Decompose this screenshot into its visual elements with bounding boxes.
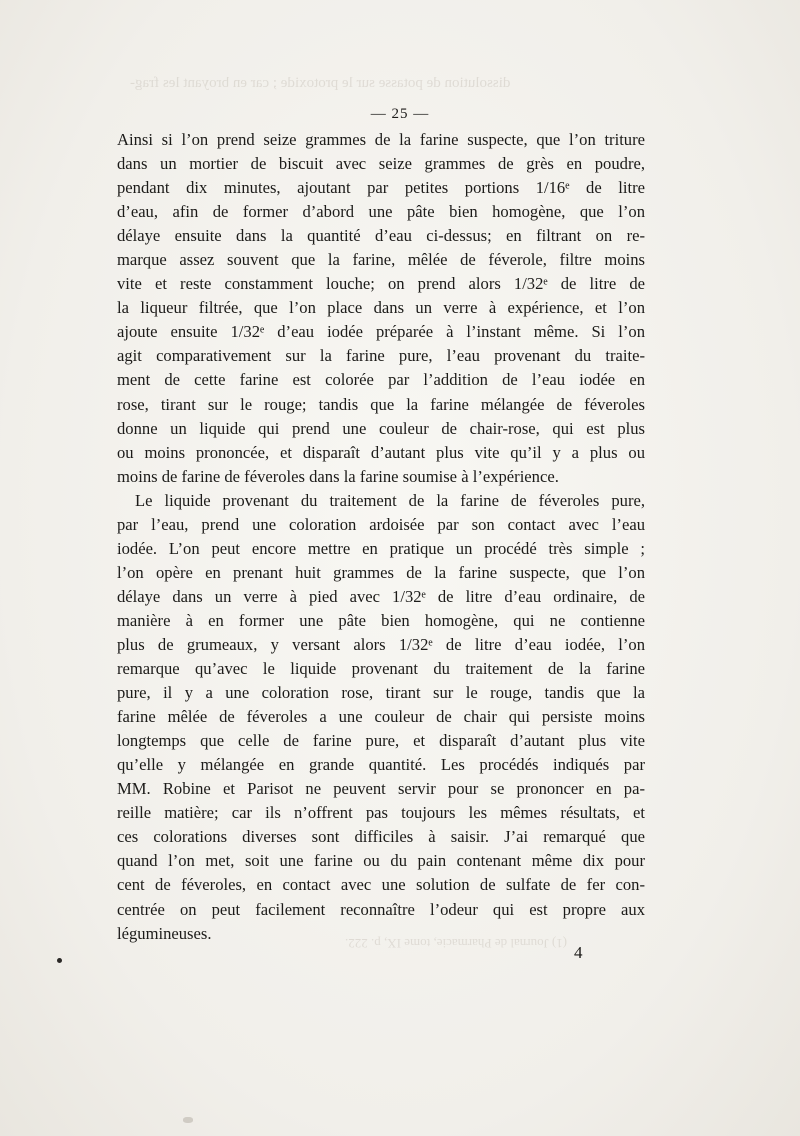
- text-line: plus de grumeaux, y versant alors 1/32ᵉ de litre d’eau iodée, l’on: [117, 634, 645, 654]
- text-line: pendant dix minutes, ajoutant par petites portions 1/16ᵉ de litre: [117, 178, 645, 198]
- text-line: ment de cette farine est colorée par l’addition de l’eau iodée en: [117, 370, 645, 390]
- text-line: délaye ensuite dans la quantité d’eau ci-dessus; en filtrant on re-: [117, 226, 645, 246]
- text-line: légumineuses.: [117, 923, 212, 943]
- text-line: quand l’on met, soit une farine ou du pain contenant même dix pour: [117, 851, 645, 871]
- text-line: farine mêlée de féveroles a une couleur de chair qui persiste moins: [117, 707, 645, 727]
- text-line: la liqueur filtrée, que l’on place dans un verre à expérience, et l’on: [117, 298, 645, 318]
- text-line: rose, tirant sur le rouge; tandis que la farine mélangée de féveroles: [117, 394, 645, 414]
- text-line: reille matière; car ils n’offrent pas toujours les mêmes résultats, et: [117, 803, 645, 823]
- text-line: ou moins prononcée, et disparaît d’autant plus vite qu’il y a plus ou: [117, 442, 645, 462]
- text-line: iodée. L’on peut encore mettre en pratique un procédé très simple ;: [117, 538, 645, 558]
- text-line: ces colorations diverses sont difficiles à saisir. J’ai remarqué que: [117, 827, 645, 847]
- text-line: centrée on peut facilement reconnaître l’odeur qui est propre aux: [117, 899, 645, 919]
- show-through-text: dissolution de potasse sur le protoxide ; car en broyant les frag-: [130, 75, 511, 91]
- ink-dot: [57, 958, 62, 963]
- text-line: agit comparativement sur la farine pure, l’eau provenant du traite-: [117, 346, 645, 366]
- text-line: vite et reste constamment louche; on prend alors 1/32ᵉ de litre de: [117, 274, 645, 294]
- text-line: Le liquide provenant du traitement de la farine de féveroles pure,: [135, 490, 645, 510]
- text-line: d’eau, afin de former d’abord une pâte bien homogène, que l’on: [117, 202, 645, 222]
- show-through-footnote: (1) Journal de Pharmacie, tome IX, p. 222.: [345, 936, 568, 951]
- page-number: — 25 —: [370, 106, 430, 122]
- text-line: marque assez souvent que la farine, mêlée de féverole, filtre moins: [117, 250, 645, 270]
- text-line: pure, il y a une coloration rose, tirant sur le rouge, tandis que la: [117, 683, 645, 703]
- text-line: manière à en former une pâte bien homogène, qui ne contienne: [117, 610, 645, 630]
- text-line: l’on opère en prenant huit grammes de la farine suspecte, que l’on: [117, 562, 645, 582]
- text-line: remarque qu’avec le liquide provenant du traitement de la farine: [117, 659, 645, 679]
- text-line: délaye dans un verre à pied avec 1/32ᵉ de litre d’eau ordinaire, de: [117, 586, 645, 606]
- ink-smudge: [183, 1117, 193, 1123]
- text-line: moins de farine de féveroles dans la farine soumise à l’expérience.: [117, 466, 559, 486]
- text-line: dans un mortier de biscuit avec seize grammes de grès en poudre,: [117, 154, 645, 174]
- text-line: par l’eau, prend une coloration ardoisée par son contact avec l’eau: [117, 514, 645, 534]
- text-line: MM. Robine et Parisot ne peuvent servir pour se prononcer en pa-: [117, 779, 645, 799]
- text-line: qu’elle y mélangée en grande quantité. Les procédés indiqués par: [117, 755, 645, 775]
- text-line: Ainsi si l’on prend seize grammes de la farine suspecte, que l’on triture: [117, 130, 645, 149]
- text-line: cent de féveroles, en contact avec une solution de sulfate de fer con-: [117, 875, 645, 895]
- body-text: [117, 128, 645, 946]
- signature-mark: 4: [574, 943, 583, 962]
- text-line: donne un liquide qui prend une couleur de chair-rose, qui est plus: [117, 418, 645, 438]
- text-line: longtemps que celle de farine pure, et disparaît d’autant plus vite: [117, 731, 645, 751]
- text-line: ajoute ensuite 1/32ᵉ d’eau iodée préparée à l’instant même. Si l’on: [117, 322, 645, 342]
